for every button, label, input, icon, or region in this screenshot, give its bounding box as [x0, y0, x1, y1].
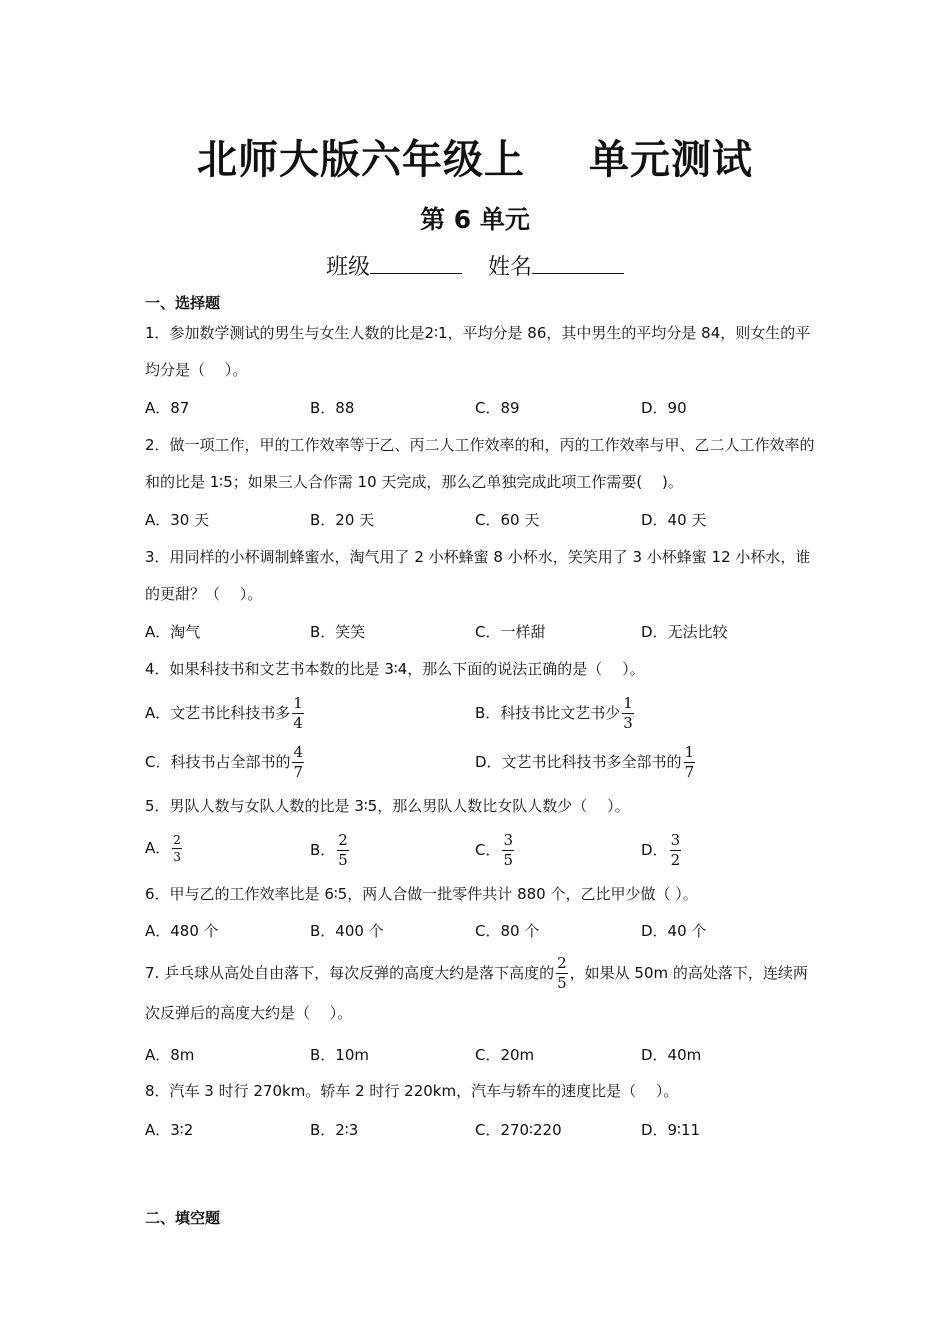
page-title — [0, 128, 950, 185]
option-b: B．88 — [310, 399, 355, 417]
fraction-denominator: 7 — [293, 763, 304, 781]
option-d-label: D． — [641, 841, 668, 859]
option-c: C．60 天 — [475, 511, 540, 529]
option-c: C．20m — [475, 1046, 535, 1064]
option-d: D．40 个 — [641, 922, 707, 940]
question-6: 6．甲与乙的工作效率比是 6∶5，两人合做一批零件共计 880 个，乙比甲少做（ ）。 — [145, 885, 698, 903]
question-1-options — [145, 393, 815, 423]
unit-subtitle: 第 6 单元 — [420, 205, 530, 234]
fraction — [622, 696, 634, 731]
question-2-options — [145, 505, 815, 535]
fraction-denominator: 5 — [503, 851, 514, 869]
option-c: C．80 个 — [475, 922, 540, 940]
name-blank — [532, 251, 624, 274]
option-b: B．20 天 — [310, 511, 375, 529]
fraction — [292, 696, 304, 731]
fraction-denominator: 3 — [173, 850, 181, 864]
fraction — [172, 834, 182, 863]
student-info-line — [0, 250, 950, 281]
class-label: 班级 — [325, 255, 370, 280]
question-7-options — [145, 1040, 815, 1070]
question-4-options-row1 — [145, 696, 815, 730]
question-7 — [145, 953, 815, 1033]
fraction — [684, 745, 696, 780]
option-b: B．2∶3 — [310, 1121, 359, 1139]
option-c-label: C． — [475, 841, 501, 859]
option-b-label: B． — [310, 841, 336, 859]
question-2: 2．做一项工作，甲的工作效率等于乙、丙二人工作效率的和，丙的工作效率与甲、乙二人工作效率的和的比是 1∶5；如果三人合作需 10 天完成，那么乙单独完成此项工作需要( )。 — [145, 436, 815, 491]
section-fill-title: 二、填空题 — [145, 1209, 221, 1227]
option-d: D．无法比较 — [641, 623, 728, 641]
question-5-options — [145, 833, 815, 867]
option-b: B．400 个 — [310, 922, 384, 940]
option-b-label: B．科技书比文艺书少 — [475, 704, 621, 722]
class-blank — [370, 251, 462, 274]
fraction-numerator: 1 — [623, 694, 633, 712]
question-3-options — [145, 617, 815, 647]
fraction — [337, 833, 349, 868]
option-a: A．8m — [145, 1046, 195, 1064]
option-c — [475, 833, 516, 868]
option-d — [475, 745, 697, 780]
option-d-label: D．文艺书比科技书多全部书的 — [475, 753, 682, 771]
fraction-numerator: 3 — [670, 831, 681, 849]
fraction-numerator: 2 — [338, 831, 348, 849]
option-c-label: C．科技书占全部书的 — [145, 753, 291, 771]
option-a: A．480 个 — [145, 922, 219, 940]
question-3: 3．用同样的小杯调制蜂蜜水，淘气用了 2 小杯蜂蜜 8 小杯水，笑笑用了 3 小杯蜂蜜 12 小杯水，谁的更甜？（ ）。 — [145, 548, 811, 603]
question-8: 8．汽车 3 时行 270km。轿车 2 时行 220km，汽车与轿车的速度比是（ ）。 — [145, 1082, 679, 1100]
option-c: C．270∶220 — [475, 1121, 562, 1139]
fraction-denominator: 5 — [338, 851, 348, 869]
question-5: 5．男队人数与女队人数的比是 3∶5，那么男队人数比女队人数少（ ）。 — [145, 797, 630, 815]
option-a: A．30 天 — [145, 511, 210, 529]
option-a — [145, 696, 306, 731]
option-a-label: A．文艺书比科技书多 — [145, 704, 291, 722]
fraction-numerator: 1 — [293, 694, 303, 712]
option-c — [145, 745, 306, 780]
fraction-numerator: 1 — [684, 743, 695, 761]
title-part-2: 单元测试 — [589, 137, 753, 183]
option-a: A．淘气 — [145, 623, 201, 641]
fraction-denominator: 7 — [684, 763, 695, 781]
fraction-denominator: 5 — [557, 974, 567, 992]
option-b — [475, 696, 636, 731]
question-7-text-before: 7. 乒乓球从高处自由落下，每次反弹的高度大约是落下高度的 — [145, 964, 555, 982]
option-b: B．笑笑 — [310, 623, 366, 641]
fraction-numerator: 3 — [503, 831, 514, 849]
option-a: A．87 — [145, 399, 190, 417]
question-1: 1．参加数学测试的男生与女生人数的比是2∶1，平均分是 86，其中男生的平均分是 84，则女生的平均分是（ ）。 — [145, 324, 811, 379]
question-6-options — [145, 916, 815, 946]
question-4-options-row2 — [145, 745, 815, 779]
option-d: D．90 — [641, 399, 687, 417]
name-label: 姓名 — [488, 255, 533, 280]
question-8-options — [145, 1115, 815, 1145]
option-c: C．一样甜 — [475, 623, 546, 641]
question-4: 4．如果科技书和文艺书本数的比是 3∶4，那么下面的说法正确的是（ ）。 — [145, 660, 645, 678]
section-choice-title: 一、选择题 — [145, 294, 221, 312]
option-a: A．3∶2 — [145, 1121, 194, 1139]
option-a-label: A． — [145, 839, 171, 857]
fraction — [502, 833, 514, 868]
option-a — [145, 833, 184, 863]
fraction-denominator: 2 — [670, 851, 681, 869]
fraction — [670, 833, 682, 868]
question-7-text-after: ，如果从 50m 的高处落下，连续两次反弹后的高度大约是（ ）。 — [145, 964, 808, 1022]
option-b — [310, 833, 351, 868]
option-d: D．9∶11 — [641, 1121, 701, 1139]
fraction-denominator: 4 — [293, 714, 303, 732]
fraction-numerator: 2 — [173, 833, 181, 847]
fraction-numerator: 4 — [293, 743, 304, 761]
option-b: B．10m — [310, 1046, 369, 1064]
fraction-numerator: 2 — [557, 954, 567, 972]
option-d — [641, 833, 683, 868]
title-part-1: 北师大版六年级上 — [197, 137, 525, 183]
option-c: C．89 — [475, 399, 520, 417]
fraction-denominator: 3 — [623, 714, 633, 732]
option-d: D．40m — [641, 1046, 702, 1064]
fraction — [556, 956, 568, 991]
option-d: D．40 天 — [641, 511, 707, 529]
fraction — [292, 745, 304, 780]
